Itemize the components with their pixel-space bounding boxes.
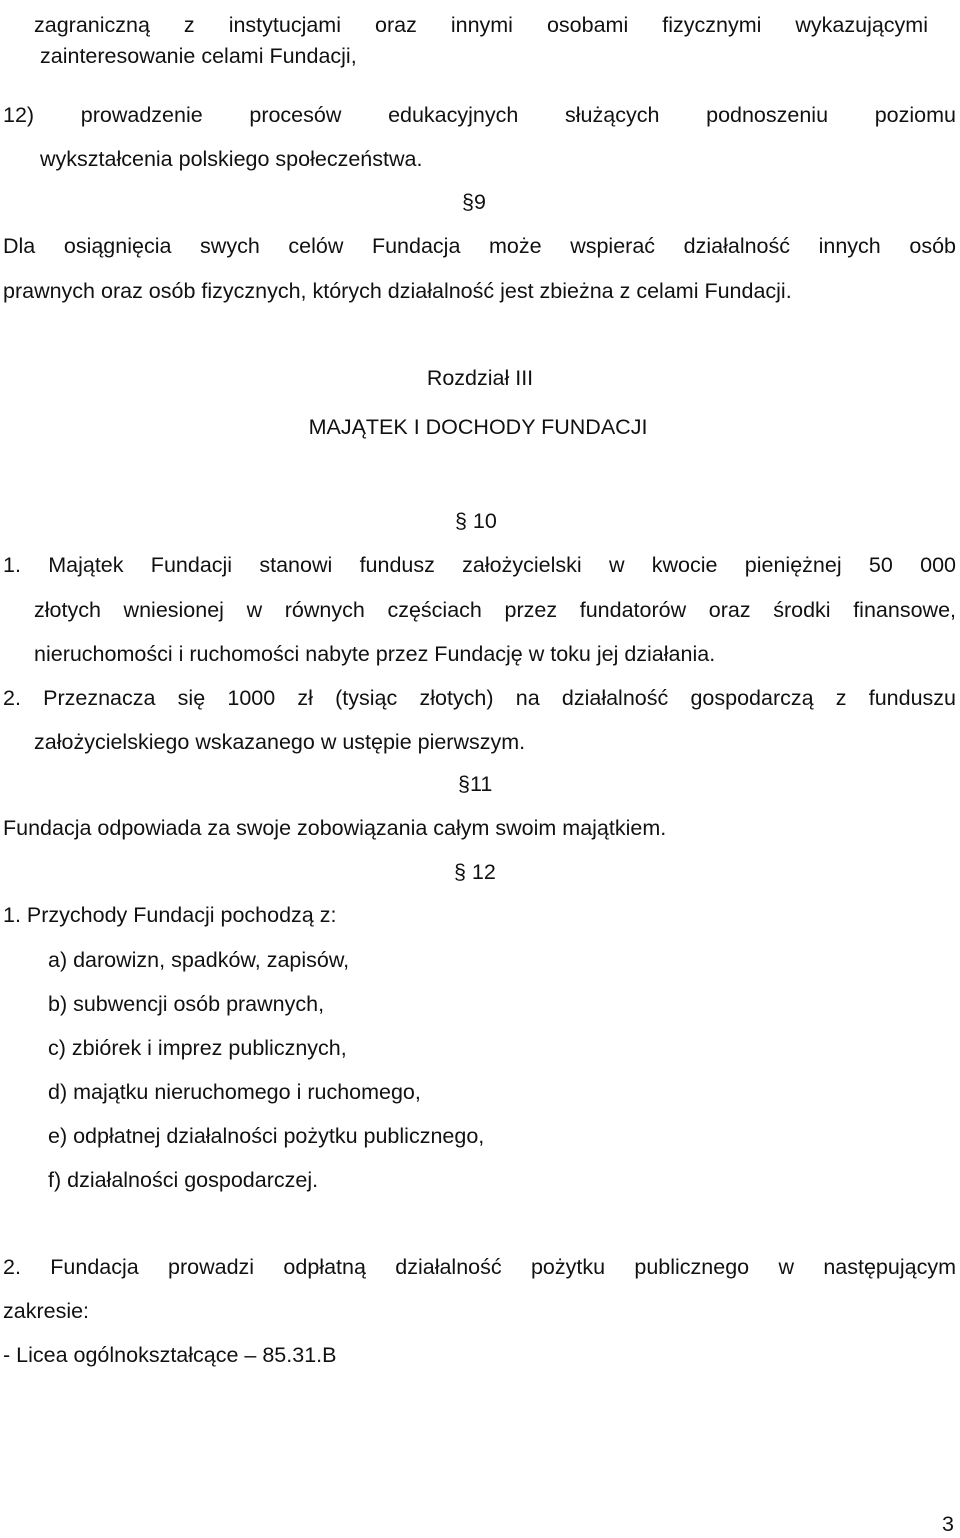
list-item: c) zbiórek i imprez publicznych, xyxy=(48,1036,347,1060)
chapter-title: MAJĄTEK I DOCHODY FUNDACJI xyxy=(308,415,648,439)
line: złotych wniesionej w równych częściach przez fundatorów oraz środki finansowe, xyxy=(34,598,956,622)
list-item: f) działalności gospodarczej. xyxy=(48,1168,319,1192)
line: wykształcenia polskiego społeczeństwa. xyxy=(40,147,423,171)
section-heading: § 12 xyxy=(454,860,496,884)
section-heading: §11 xyxy=(458,772,493,796)
section-heading: § 10 xyxy=(455,509,497,533)
line: założycielskiego wskazanego w ustępie pierwszym. xyxy=(34,730,526,754)
line: 12) prowadzenie procesów edukacyjnych służących podnoszeniu poziomu xyxy=(3,103,956,127)
chapter-number: Rozdział III xyxy=(426,366,534,390)
line: nieruchomości i ruchomości nabyte przez Fundację w toku jej działania. xyxy=(34,642,716,666)
line: - Licea ogólnokształcące – 85.31.B xyxy=(3,1343,337,1367)
line: 2. Przeznacza się 1000 zł (tysiąc złotych) na działalność gospodarczą z funduszu xyxy=(3,686,956,710)
line: zainteresowanie celami Fundacji, xyxy=(40,44,357,68)
line: 2. Fundacja prowadzi odpłatną działalność pożytku publicznego w następującym xyxy=(3,1255,956,1279)
list-item: a) darowizn, spadków, zapisów, xyxy=(48,948,350,972)
line: 1. Majątek Fundacji stanowi fundusz założycielski w kwocie pieniężnej 50 000 xyxy=(3,553,956,577)
line: prawnych oraz osób fizycznych, których działalność jest zbieżna z celami Fundacji. xyxy=(3,279,792,303)
list-item: e) odpłatnej działalności pożytku publicznego, xyxy=(48,1124,485,1148)
line: Fundacja odpowiada za swoje zobowiązania całym swoim majątkiem. xyxy=(3,816,667,840)
section-heading: §9 xyxy=(462,190,486,214)
line: zagraniczną z instytucjami oraz innymi osobami fizycznymi wykazującymi xyxy=(34,13,928,37)
line: Dla osiągnięcia swych celów Fundacja może wspierać działalność innych osób xyxy=(3,234,956,258)
line: zakresie: xyxy=(3,1299,90,1323)
line: 1. Przychody Fundacji pochodzą z: xyxy=(3,903,337,927)
page-number: 3 xyxy=(942,1512,954,1536)
list-item: d) majątku nieruchomego i ruchomego, xyxy=(48,1080,421,1104)
list-item: b) subwencji osób prawnych, xyxy=(48,992,325,1016)
